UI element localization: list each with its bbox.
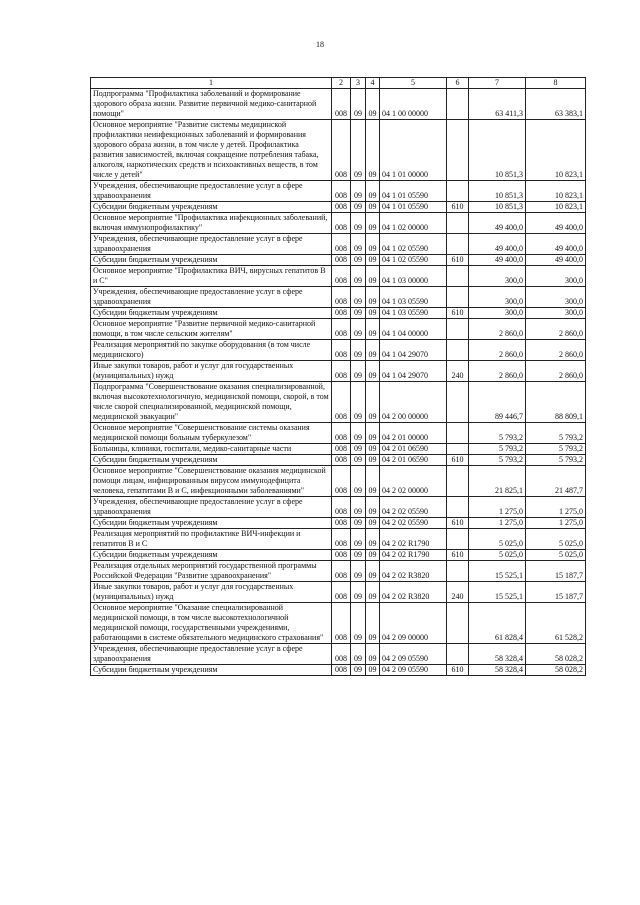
expense-type-cell — [447, 644, 469, 665]
admin-code-cell: 008 — [332, 287, 351, 308]
target-article-cell: 04 2 02 05590 — [380, 518, 447, 529]
amount-cell: 5 793,2 — [469, 444, 526, 455]
row-name-cell: Субсидии бюджетным учреждениям — [91, 518, 332, 529]
table-row — [91, 287, 586, 308]
target-article-cell: 04 1 04 29070 — [380, 340, 447, 361]
header-cell: 7 — [469, 78, 526, 89]
table-row — [91, 266, 586, 287]
subsection-cell: 09 — [366, 287, 380, 308]
table-row — [91, 120, 586, 181]
target-article-cell: 04 2 09 05590 — [380, 665, 447, 676]
subsection-cell: 09 — [366, 529, 380, 550]
table-row — [91, 308, 586, 319]
amount-cell: 21 825,1 — [469, 466, 526, 497]
row-name-cell: Подпрограмма "Профилактика заболеваний и формирование здорового образа жизни. Развитие первичной медико-санитарной помощи" — [91, 89, 332, 120]
table-row — [91, 202, 586, 213]
amount-cell: 15 525,1 — [469, 582, 526, 603]
section-cell: 09 — [351, 603, 366, 644]
amount-cell: 10 823,1 — [526, 202, 586, 213]
section-cell: 09 — [351, 561, 366, 582]
expense-type-cell — [447, 603, 469, 644]
table-row — [91, 455, 586, 466]
target-article-cell: 04 2 02 R3820 — [380, 582, 447, 603]
section-cell: 09 — [351, 582, 366, 603]
section-cell: 09 — [351, 202, 366, 213]
admin-code-cell: 008 — [332, 181, 351, 202]
subsection-cell: 09 — [366, 423, 380, 444]
amount-cell: 15 187,7 — [526, 582, 586, 603]
admin-code-cell: 008 — [332, 455, 351, 466]
target-article-cell: 04 2 01 06590 — [380, 444, 447, 455]
row-name-cell: Иные закупки товаров, работ и услуг для государственных (муниципальных) нужд — [91, 582, 332, 603]
section-cell: 09 — [351, 181, 366, 202]
subsection-cell: 09 — [366, 319, 380, 340]
target-article-cell: 04 2 02 05590 — [380, 497, 447, 518]
subsection-cell: 09 — [366, 497, 380, 518]
row-name-cell: Реализация мероприятий по профилактике ВИЧ-инфекции и гепатитов В и С — [91, 529, 332, 550]
expense-type-cell — [447, 120, 469, 181]
admin-code-cell: 008 — [332, 319, 351, 340]
subsection-cell: 09 — [366, 444, 380, 455]
amount-cell: 1 275,0 — [526, 497, 586, 518]
row-name-cell: Основное мероприятие "Профилактика инфекционных заболеваний, включая иммунопрофилактику" — [91, 213, 332, 234]
row-name-cell: Основное мероприятие "Совершенствование оказания медицинской помощи лицам, инфицированным вирусом иммунодефицита человека, гепатитами В и С, инфекционными заболеваниями" — [91, 466, 332, 497]
amount-cell: 2 860,0 — [469, 361, 526, 382]
page-number: 18 — [316, 40, 324, 49]
target-article-cell: 04 2 00 00000 — [380, 382, 447, 423]
table-header-row — [91, 78, 586, 89]
section-cell: 09 — [351, 665, 366, 676]
expense-type-cell: 610 — [447, 202, 469, 213]
amount-cell: 10 823,1 — [526, 181, 586, 202]
section-cell: 09 — [351, 340, 366, 361]
amount-cell: 10 851,3 — [469, 181, 526, 202]
admin-code-cell: 008 — [332, 266, 351, 287]
row-name-cell: Субсидии бюджетным учреждениям — [91, 455, 332, 466]
target-article-cell: 04 1 02 05590 — [380, 234, 447, 255]
amount-cell: 2 860,0 — [526, 340, 586, 361]
expense-type-cell — [447, 382, 469, 423]
section-cell: 09 — [351, 518, 366, 529]
target-article-cell: 04 1 01 05590 — [380, 202, 447, 213]
amount-cell: 5 793,2 — [526, 444, 586, 455]
section-cell: 09 — [351, 444, 366, 455]
row-name-cell: Реализация отдельных мероприятий государственной программы Российской Федерации "Развитие здравоохранения" — [91, 561, 332, 582]
admin-code-cell: 008 — [332, 255, 351, 266]
expense-type-cell: 240 — [447, 361, 469, 382]
expense-type-cell — [447, 466, 469, 497]
section-cell: 09 — [351, 255, 366, 266]
section-cell: 09 — [351, 382, 366, 423]
row-name-cell: Основное мероприятие "Оказание специализированной медицинской помощи, в том числе высокотехнологичной медицинской помощи, государственными учреждениями, работающими в системе обязательного медицинского страхования" — [91, 603, 332, 644]
row-name-cell: Субсидии бюджетным учреждениям — [91, 308, 332, 319]
subsection-cell: 09 — [366, 234, 380, 255]
amount-cell: 5 793,2 — [469, 423, 526, 444]
subsection-cell: 09 — [366, 665, 380, 676]
expense-type-cell: 610 — [447, 308, 469, 319]
header-cell: 2 — [332, 78, 351, 89]
row-name-cell: Основное мероприятие "Развитие первичной медико-санитарной помощи, в том числе сельским жителям" — [91, 319, 332, 340]
amount-cell: 49 400,0 — [526, 255, 586, 266]
subsection-cell: 09 — [366, 550, 380, 561]
amount-cell: 300,0 — [469, 266, 526, 287]
admin-code-cell: 008 — [332, 120, 351, 181]
table-row — [91, 644, 586, 665]
subsection-cell: 09 — [366, 644, 380, 665]
table-row — [91, 89, 586, 120]
row-name-cell: Субсидии бюджетным учреждениям — [91, 255, 332, 266]
row-name-cell: Подпрограмма "Совершенствование оказания специализированной, включая высокотехнологичную, медицинской помощи, скорой, в том числе скорой специализированной, медицинской помощи, медицинской эвакуации" — [91, 382, 332, 423]
target-article-cell: 04 1 03 05590 — [380, 287, 447, 308]
header-cell: 8 — [526, 78, 586, 89]
subsection-cell: 09 — [366, 255, 380, 266]
admin-code-cell: 008 — [332, 234, 351, 255]
table-body — [91, 78, 586, 676]
admin-code-cell: 008 — [332, 213, 351, 234]
admin-code-cell: 008 — [332, 444, 351, 455]
amount-cell: 5 025,0 — [469, 550, 526, 561]
section-cell: 09 — [351, 89, 366, 120]
amount-cell: 61 828,4 — [469, 603, 526, 644]
expense-type-cell — [447, 266, 469, 287]
amount-cell: 5 793,2 — [526, 455, 586, 466]
expense-type-cell: 610 — [447, 455, 469, 466]
subsection-cell: 09 — [366, 213, 380, 234]
amount-cell: 10 851,3 — [469, 202, 526, 213]
expense-type-cell — [447, 213, 469, 234]
target-article-cell: 04 2 01 06590 — [380, 455, 447, 466]
amount-cell: 5 793,2 — [526, 423, 586, 444]
amount-cell: 2 860,0 — [469, 319, 526, 340]
section-cell: 09 — [351, 455, 366, 466]
subsection-cell: 09 — [366, 89, 380, 120]
amount-cell: 15 187,7 — [526, 561, 586, 582]
amount-cell: 49 400,0 — [469, 213, 526, 234]
admin-code-cell: 008 — [332, 340, 351, 361]
admin-code-cell: 008 — [332, 603, 351, 644]
amount-cell: 63 383,1 — [526, 89, 586, 120]
admin-code-cell: 008 — [332, 665, 351, 676]
row-name-cell: Учреждения, обеспечивающие предоставление услуг в сфере здравоохранения — [91, 644, 332, 665]
admin-code-cell: 008 — [332, 89, 351, 120]
section-cell: 09 — [351, 308, 366, 319]
target-article-cell: 04 1 02 00000 — [380, 213, 447, 234]
table-row — [91, 423, 586, 444]
table-row — [91, 497, 586, 518]
amount-cell: 15 525,1 — [469, 561, 526, 582]
subsection-cell: 09 — [366, 202, 380, 213]
amount-cell: 2 860,0 — [526, 319, 586, 340]
expense-type-cell — [447, 444, 469, 455]
row-name-cell: Субсидии бюджетным учреждениям — [91, 665, 332, 676]
target-article-cell: 04 2 09 05590 — [380, 644, 447, 665]
amount-cell: 10 823,1 — [526, 120, 586, 181]
amount-cell: 300,0 — [469, 308, 526, 319]
amount-cell: 49 400,0 — [526, 234, 586, 255]
subsection-cell: 09 — [366, 455, 380, 466]
table-row — [91, 361, 586, 382]
section-cell: 09 — [351, 319, 366, 340]
expense-type-cell — [447, 340, 469, 361]
budget-table — [90, 77, 586, 676]
admin-code-cell: 008 — [332, 529, 351, 550]
amount-cell: 1 275,0 — [469, 518, 526, 529]
header-cell: 6 — [447, 78, 469, 89]
table-row — [91, 319, 586, 340]
target-article-cell: 04 2 02 00000 — [380, 466, 447, 497]
header-cell: 3 — [351, 78, 366, 89]
amount-cell: 5 793,2 — [469, 455, 526, 466]
section-cell: 09 — [351, 120, 366, 181]
amount-cell: 88 809,1 — [526, 382, 586, 423]
expense-type-cell: 240 — [447, 582, 469, 603]
section-cell: 09 — [351, 213, 366, 234]
subsection-cell: 09 — [366, 561, 380, 582]
amount-cell: 300,0 — [469, 287, 526, 308]
subsection-cell: 09 — [366, 603, 380, 644]
row-name-cell: Основное мероприятие "Развитие системы медицинской профилактики неинфекционных заболеваний и формирования здорового образа жизни, в том числе у детей. Профилактика развития зависимостей, включая сокращение потребления табака, алкоголя, наркотических средств и психоактивных веществ, в том числе у детей" — [91, 120, 332, 181]
amount-cell: 2 860,0 — [469, 340, 526, 361]
expense-type-cell: 610 — [447, 550, 469, 561]
section-cell: 09 — [351, 266, 366, 287]
row-name-cell: Иные закупки товаров, работ и услуг для государственных (муниципальных) нужд — [91, 361, 332, 382]
subsection-cell: 09 — [366, 518, 380, 529]
section-cell: 09 — [351, 644, 366, 665]
amount-cell: 58 328,4 — [469, 665, 526, 676]
table-row — [91, 213, 586, 234]
amount-cell: 58 328,4 — [469, 644, 526, 665]
row-name-cell: Субсидии бюджетным учреждениям — [91, 202, 332, 213]
table-row — [91, 550, 586, 561]
admin-code-cell: 008 — [332, 361, 351, 382]
admin-code-cell: 008 — [332, 202, 351, 213]
target-article-cell: 04 1 01 00000 — [380, 120, 447, 181]
amount-cell: 5 025,0 — [526, 529, 586, 550]
admin-code-cell: 008 — [332, 644, 351, 665]
amount-cell: 49 400,0 — [469, 255, 526, 266]
expense-type-cell — [447, 561, 469, 582]
expense-type-cell — [447, 423, 469, 444]
subsection-cell: 09 — [366, 582, 380, 603]
admin-code-cell: 008 — [332, 582, 351, 603]
row-name-cell: Учреждения, обеспечивающие предоставление услуг в сфере здравоохранения — [91, 287, 332, 308]
amount-cell: 5 025,0 — [526, 550, 586, 561]
table-row — [91, 234, 586, 255]
table-row — [91, 561, 586, 582]
admin-code-cell: 008 — [332, 497, 351, 518]
amount-cell: 58 028,2 — [526, 665, 586, 676]
table-row — [91, 582, 586, 603]
row-name-cell: Учреждения, обеспечивающие предоставление услуг в сфере здравоохранения — [91, 234, 332, 255]
admin-code-cell: 008 — [332, 561, 351, 582]
target-article-cell: 04 2 02 R3820 — [380, 561, 447, 582]
row-name-cell: Основное мероприятие "Профилактика ВИЧ, вирусных гепатитов В и С" — [91, 266, 332, 287]
amount-cell: 63 411,3 — [469, 89, 526, 120]
subsection-cell: 09 — [366, 120, 380, 181]
section-cell: 09 — [351, 466, 366, 497]
expense-type-cell — [447, 497, 469, 518]
target-article-cell: 04 2 01 00000 — [380, 423, 447, 444]
admin-code-cell: 008 — [332, 423, 351, 444]
expense-type-cell — [447, 89, 469, 120]
section-cell: 09 — [351, 550, 366, 561]
row-name-cell: Основное мероприятие "Совершенствование системы оказания медицинской помощи больным туберкулезом" — [91, 423, 332, 444]
header-cell: 4 — [366, 78, 380, 89]
amount-cell: 300,0 — [526, 266, 586, 287]
amount-cell: 89 446,7 — [469, 382, 526, 423]
row-name-cell: Учреждения, обеспечивающие предоставление услуг в сфере здравоохранения — [91, 497, 332, 518]
target-article-cell: 04 2 02 R1790 — [380, 550, 447, 561]
target-article-cell: 04 1 02 05590 — [380, 255, 447, 266]
section-cell: 09 — [351, 423, 366, 444]
target-article-cell: 04 1 03 00000 — [380, 266, 447, 287]
amount-cell: 300,0 — [526, 308, 586, 319]
section-cell: 09 — [351, 361, 366, 382]
subsection-cell: 09 — [366, 382, 380, 423]
subsection-cell: 09 — [366, 466, 380, 497]
section-cell: 09 — [351, 234, 366, 255]
row-name-cell: Субсидии бюджетным учреждениям — [91, 550, 332, 561]
table-row — [91, 665, 586, 676]
expense-type-cell — [447, 234, 469, 255]
section-cell: 09 — [351, 287, 366, 308]
table-row — [91, 340, 586, 361]
subsection-cell: 09 — [366, 340, 380, 361]
amount-cell: 300,0 — [526, 287, 586, 308]
amount-cell: 2 860,0 — [526, 361, 586, 382]
target-article-cell: 04 1 04 29070 — [380, 361, 447, 382]
target-article-cell: 04 1 04 00000 — [380, 319, 447, 340]
amount-cell: 10 851,3 — [469, 120, 526, 181]
expense-type-cell: 610 — [447, 665, 469, 676]
subsection-cell: 09 — [366, 266, 380, 287]
target-article-cell: 04 1 00 00000 — [380, 89, 447, 120]
expense-type-cell: 610 — [447, 518, 469, 529]
table-row — [91, 181, 586, 202]
admin-code-cell: 008 — [332, 308, 351, 319]
expense-type-cell — [447, 287, 469, 308]
admin-code-cell: 008 — [332, 382, 351, 423]
expense-type-cell — [447, 529, 469, 550]
table-row — [91, 444, 586, 455]
table-row — [91, 529, 586, 550]
amount-cell: 61 528,2 — [526, 603, 586, 644]
admin-code-cell: 008 — [332, 518, 351, 529]
table-row — [91, 382, 586, 423]
subsection-cell: 09 — [366, 361, 380, 382]
table-row — [91, 603, 586, 644]
target-article-cell: 04 2 02 R1790 — [380, 529, 447, 550]
expense-type-cell — [447, 319, 469, 340]
expense-type-cell: 610 — [447, 255, 469, 266]
subsection-cell: 09 — [366, 308, 380, 319]
row-name-cell: Реализация мероприятий по закупке оборудования (в том числе медицинского) — [91, 340, 332, 361]
amount-cell: 5 025,0 — [469, 529, 526, 550]
expense-type-cell — [447, 181, 469, 202]
subsection-cell: 09 — [366, 181, 380, 202]
target-article-cell: 04 1 01 05590 — [380, 181, 447, 202]
section-cell: 09 — [351, 497, 366, 518]
admin-code-cell: 008 — [332, 466, 351, 497]
amount-cell: 1 275,0 — [469, 497, 526, 518]
header-cell: 1 — [91, 78, 332, 89]
amount-cell: 49 400,0 — [469, 234, 526, 255]
amount-cell: 1 275,0 — [526, 518, 586, 529]
amount-cell: 21 487,7 — [526, 466, 586, 497]
header-cell: 5 — [380, 78, 447, 89]
section-cell: 09 — [351, 529, 366, 550]
target-article-cell: 04 1 03 05590 — [380, 308, 447, 319]
row-name-cell: Учреждения, обеспечивающие предоставление услуг в сфере здравоохранения — [91, 181, 332, 202]
admin-code-cell: 008 — [332, 550, 351, 561]
row-name-cell: Больницы, клиники, госпитали, медико-санитарные части — [91, 444, 332, 455]
table-row — [91, 255, 586, 266]
table-row — [91, 518, 586, 529]
amount-cell: 58 028,2 — [526, 644, 586, 665]
target-article-cell: 04 2 09 00000 — [380, 603, 447, 644]
amount-cell: 49 400,0 — [526, 213, 586, 234]
table-row — [91, 466, 586, 497]
